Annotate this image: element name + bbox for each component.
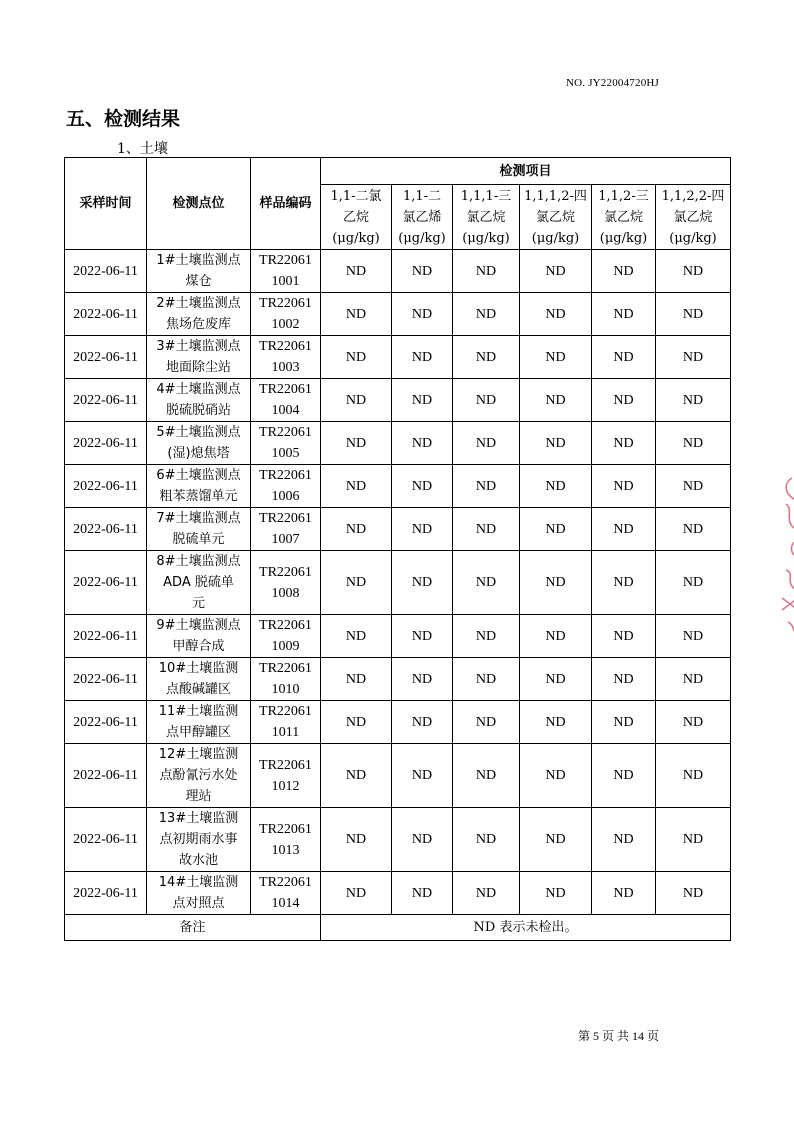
cell-result: ND	[392, 293, 453, 336]
sample-code-line: 1012	[271, 778, 300, 794]
table-row	[65, 379, 731, 422]
location-line: 11#土壤监测	[158, 704, 239, 719]
cell-result: ND	[392, 508, 453, 551]
location-line: 点酚氰污水处	[159, 768, 238, 783]
cell-result: ND	[321, 551, 392, 615]
cell-location	[147, 658, 251, 701]
cell-date: 2022-06-11	[65, 658, 147, 701]
cell-result: ND	[520, 658, 592, 701]
sample-code-line: 1001	[271, 274, 300, 289]
cell-result: ND	[656, 379, 731, 422]
cell-result: ND	[453, 336, 520, 379]
analyte-name-line2: 氯乙烷	[673, 209, 713, 225]
analyte-unit: (μg/kg)	[599, 230, 648, 246]
cell-result: ND	[392, 465, 453, 508]
analyte-header	[656, 185, 731, 250]
location-line: 6#土壤监测点	[156, 468, 241, 483]
analyte-unit: (μg/kg)	[669, 230, 717, 246]
cell-result: ND	[321, 872, 392, 915]
table-row	[65, 551, 731, 615]
sample-code-line: 1002	[271, 317, 300, 332]
location-line: 甲醇合成	[172, 639, 225, 654]
sample-code-line: TR22061	[259, 468, 312, 483]
remark-row	[65, 915, 731, 941]
section-title: 五、检测结果	[66, 108, 181, 130]
cell-result: ND	[321, 379, 392, 422]
table-body	[65, 250, 731, 915]
analyte-name-line2: 氯乙烷	[535, 209, 575, 225]
cell-result: ND	[656, 872, 731, 915]
cell-date: 2022-06-11	[65, 465, 147, 508]
cell-result: ND	[453, 293, 520, 336]
cell-location	[147, 465, 251, 508]
cell-result: ND	[392, 744, 453, 808]
cell-result: ND	[656, 422, 731, 465]
page-number: 第 5 页 共 14 页	[578, 1029, 660, 1043]
location-line: 7#土壤监测点	[156, 511, 241, 526]
analyte-unit: (μg/kg)	[332, 230, 380, 246]
table-row	[65, 872, 731, 915]
location-line: 脱硫单元	[172, 532, 225, 547]
cell-result: ND	[520, 422, 592, 465]
table-row	[65, 336, 731, 379]
location-line: 1#土壤监测点	[156, 253, 241, 268]
cell-result: ND	[656, 744, 731, 808]
cell-result: ND	[592, 615, 656, 658]
table-row	[65, 422, 731, 465]
analyte-name-line2: 氯乙烷	[603, 209, 643, 225]
table-row	[65, 744, 731, 808]
col-sample-code: 样品编码	[251, 158, 321, 250]
remark-label: 备注	[65, 915, 321, 941]
table-row	[65, 615, 731, 658]
cell-date: 2022-06-11	[65, 551, 147, 615]
cell-result: ND	[592, 379, 656, 422]
location-line: 2#土壤监测点	[156, 296, 241, 311]
location-line: 煤仓	[185, 274, 212, 289]
analyte-name-line2: 氯乙烷	[466, 209, 506, 225]
cell-location	[147, 422, 251, 465]
analyte-name-line1: 1,1-二氯	[330, 188, 382, 204]
cell-result: ND	[656, 508, 731, 551]
cell-result: ND	[592, 658, 656, 701]
cell-result: ND	[453, 744, 520, 808]
col-group-analytes: 检测项目	[321, 158, 731, 185]
cell-result: ND	[520, 744, 592, 808]
cell-sample-code	[251, 508, 321, 551]
cell-date: 2022-06-11	[65, 701, 147, 744]
sample-code-line: TR22061	[259, 661, 312, 676]
cell-result: ND	[392, 658, 453, 701]
cell-result: ND	[592, 336, 656, 379]
location-line: 焦场危废库	[165, 317, 231, 332]
cell-result: ND	[392, 701, 453, 744]
cell-sample-code	[251, 872, 321, 915]
cell-result: ND	[592, 508, 656, 551]
cell-result: ND	[392, 379, 453, 422]
sample-code-line: TR22061	[259, 296, 312, 311]
cell-result: ND	[392, 336, 453, 379]
cell-sample-code	[251, 379, 321, 422]
cell-result: ND	[592, 701, 656, 744]
location-line: ADA 脱硫单	[163, 575, 234, 590]
sample-code-line: TR22061	[259, 382, 312, 397]
location-line: (湿)熄焦塔	[167, 446, 230, 461]
table-row	[65, 250, 731, 293]
table-row	[65, 658, 731, 701]
cell-result: ND	[656, 658, 731, 701]
location-line: 4#土壤监测点	[156, 382, 241, 397]
cell-date: 2022-06-11	[65, 808, 147, 872]
cell-result: ND	[520, 615, 592, 658]
cell-location	[147, 615, 251, 658]
cell-sample-code	[251, 336, 321, 379]
sample-code-line: TR22061	[259, 618, 312, 633]
cell-result: ND	[392, 872, 453, 915]
cell-sample-code	[251, 701, 321, 744]
cell-result: ND	[592, 250, 656, 293]
sample-code-line: 1009	[271, 639, 300, 654]
location-line: 元	[191, 596, 205, 611]
sample-code-line: 1011	[271, 725, 300, 740]
cell-sample-code	[251, 293, 321, 336]
cell-result: ND	[520, 701, 592, 744]
sample-code-line: TR22061	[259, 425, 312, 440]
sample-code-line: 1010	[271, 682, 300, 697]
cell-result: ND	[453, 615, 520, 658]
sample-code-line: TR22061	[259, 564, 312, 580]
cell-result: ND	[520, 872, 592, 915]
location-line: 故水池	[178, 853, 218, 868]
sample-code-line: 1003	[271, 360, 300, 375]
cell-result: ND	[592, 551, 656, 615]
cell-result: ND	[656, 293, 731, 336]
location-line: 理站	[185, 789, 212, 804]
cell-result: ND	[592, 808, 656, 872]
table-row	[65, 465, 731, 508]
location-line: 脱硫脱硝站	[165, 403, 231, 418]
cell-result: ND	[520, 293, 592, 336]
cell-result: ND	[520, 379, 592, 422]
analyte-name-line2: 乙烷	[342, 209, 369, 225]
location-line: 8#土壤监测点	[156, 554, 241, 569]
cell-sample-code	[251, 551, 321, 615]
cell-location	[147, 379, 251, 422]
cell-result: ND	[656, 551, 731, 615]
cell-result: ND	[321, 465, 392, 508]
table-row	[65, 508, 731, 551]
location-line: 10#土壤监测	[158, 661, 239, 676]
sample-code-line: TR22061	[259, 757, 312, 773]
cell-location	[147, 336, 251, 379]
cell-date: 2022-06-11	[65, 872, 147, 915]
cell-location	[147, 744, 251, 808]
cell-result: ND	[656, 615, 731, 658]
cell-result: ND	[321, 701, 392, 744]
results-table	[64, 157, 731, 941]
sample-code-line: 1005	[271, 446, 300, 461]
sample-code-line: 1008	[271, 585, 300, 601]
subsection-title: 1、土壤	[117, 141, 168, 157]
analyte-header	[321, 185, 392, 250]
cell-result: ND	[592, 744, 656, 808]
analyte-name-line1: 1,1,1-三	[460, 188, 512, 204]
cell-result: ND	[321, 336, 392, 379]
cell-result: ND	[592, 422, 656, 465]
cell-result: ND	[520, 808, 592, 872]
cell-result: ND	[392, 422, 453, 465]
cell-result: ND	[592, 465, 656, 508]
cell-date: 2022-06-11	[65, 744, 147, 808]
cell-date: 2022-06-11	[65, 336, 147, 379]
cell-result: ND	[656, 701, 731, 744]
analyte-unit: (μg/kg)	[398, 230, 446, 246]
sample-code-line: TR22061	[259, 704, 312, 719]
cell-location	[147, 701, 251, 744]
sample-code-line: TR22061	[259, 875, 312, 890]
sample-code-line: TR22061	[259, 511, 312, 526]
analyte-name-line1: 1,1,1,2-四	[524, 188, 587, 204]
table-header	[65, 158, 731, 250]
cell-date: 2022-06-11	[65, 422, 147, 465]
cell-result: ND	[656, 336, 731, 379]
analyte-unit: (μg/kg)	[462, 230, 510, 246]
cell-result: ND	[321, 508, 392, 551]
cell-result: ND	[321, 615, 392, 658]
cell-location	[147, 250, 251, 293]
analyte-name-line1: 1,1,2,2-四	[661, 188, 725, 204]
cell-result: ND	[656, 250, 731, 293]
analyte-name-line2: 氯乙烯	[402, 209, 442, 225]
analyte-name-line1: 1,1-二	[402, 188, 442, 204]
report-number: NO. JY22004720HJ	[566, 77, 660, 89]
location-line: 3#土壤监测点	[156, 339, 241, 354]
location-line: 点酸碱罐区	[165, 682, 231, 697]
sample-code-line: TR22061	[259, 821, 312, 837]
cell-result: ND	[392, 808, 453, 872]
sample-code-line: TR22061	[259, 339, 312, 354]
cell-result: ND	[656, 808, 731, 872]
cell-result: ND	[453, 508, 520, 551]
cell-date: 2022-06-11	[65, 615, 147, 658]
sample-code-line: 1004	[271, 403, 300, 418]
cell-location	[147, 551, 251, 615]
sample-code-line: 1006	[271, 489, 300, 504]
cell-location	[147, 508, 251, 551]
cell-date: 2022-06-11	[65, 379, 147, 422]
location-line: 14#土壤监测	[158, 875, 239, 890]
analyte-header	[453, 185, 520, 250]
location-line: 地面除尘站	[165, 360, 231, 375]
cell-result: ND	[520, 465, 592, 508]
cell-location	[147, 872, 251, 915]
stamp-strokes	[782, 478, 794, 634]
cell-result: ND	[453, 701, 520, 744]
analyte-name-line1: 1,1,2-三	[598, 188, 649, 204]
location-line: 粗苯蒸馏单元	[159, 489, 238, 504]
cell-result: ND	[520, 551, 592, 615]
analyte-unit: (μg/kg)	[531, 230, 580, 246]
cell-date: 2022-06-11	[65, 250, 147, 293]
location-line: 点初期雨水事	[159, 832, 238, 847]
cell-result: ND	[321, 293, 392, 336]
cell-result: ND	[321, 658, 392, 701]
cell-result: ND	[392, 551, 453, 615]
location-line: 9#土壤监测点	[156, 618, 241, 633]
location-line: 5#土壤监测点	[156, 425, 241, 440]
cell-result: ND	[453, 808, 520, 872]
cell-sample-code	[251, 658, 321, 701]
location-line: 点对照点	[172, 896, 225, 911]
cell-result: ND	[453, 465, 520, 508]
table-row	[65, 293, 731, 336]
cell-sample-code	[251, 808, 321, 872]
cell-result: ND	[392, 615, 453, 658]
cell-result: ND	[321, 250, 392, 293]
remark-text: ND 表示未检出。	[321, 915, 731, 941]
col-sample-time: 采样时间	[65, 158, 147, 250]
table-row	[65, 701, 731, 744]
cell-result: ND	[453, 551, 520, 615]
cell-result: ND	[453, 250, 520, 293]
location-line: 12#土壤监测	[158, 747, 239, 762]
cell-result: ND	[453, 658, 520, 701]
table-row	[65, 808, 731, 872]
col-location: 检测点位	[147, 158, 251, 250]
cell-sample-code	[251, 465, 321, 508]
cell-result: ND	[392, 250, 453, 293]
cell-sample-code	[251, 744, 321, 808]
cell-result: ND	[520, 336, 592, 379]
cell-date: 2022-06-11	[65, 508, 147, 551]
cell-result: ND	[321, 808, 392, 872]
cell-result: ND	[453, 422, 520, 465]
cell-sample-code	[251, 422, 321, 465]
cell-result: ND	[321, 744, 392, 808]
sample-code-line: 1007	[271, 532, 300, 547]
cell-date: 2022-06-11	[65, 293, 147, 336]
sample-code-line: 1014	[271, 896, 300, 911]
location-line: 13#土壤监测	[158, 811, 239, 826]
cell-result: ND	[656, 465, 731, 508]
cell-location	[147, 808, 251, 872]
seal-stamp-fragment	[772, 470, 794, 640]
analyte-header	[392, 185, 453, 250]
cell-sample-code	[251, 250, 321, 293]
cell-result: ND	[592, 293, 656, 336]
location-line: 点甲醇罐区	[165, 725, 231, 740]
cell-result: ND	[520, 508, 592, 551]
cell-result: ND	[453, 379, 520, 422]
analyte-header	[520, 185, 592, 250]
cell-result: ND	[453, 872, 520, 915]
cell-location	[147, 293, 251, 336]
cell-result: ND	[520, 250, 592, 293]
analyte-header	[592, 185, 656, 250]
sample-code-line: TR22061	[259, 253, 312, 268]
cell-result: ND	[321, 422, 392, 465]
cell-result: ND	[592, 872, 656, 915]
sample-code-line: 1013	[271, 842, 300, 858]
cell-sample-code	[251, 615, 321, 658]
